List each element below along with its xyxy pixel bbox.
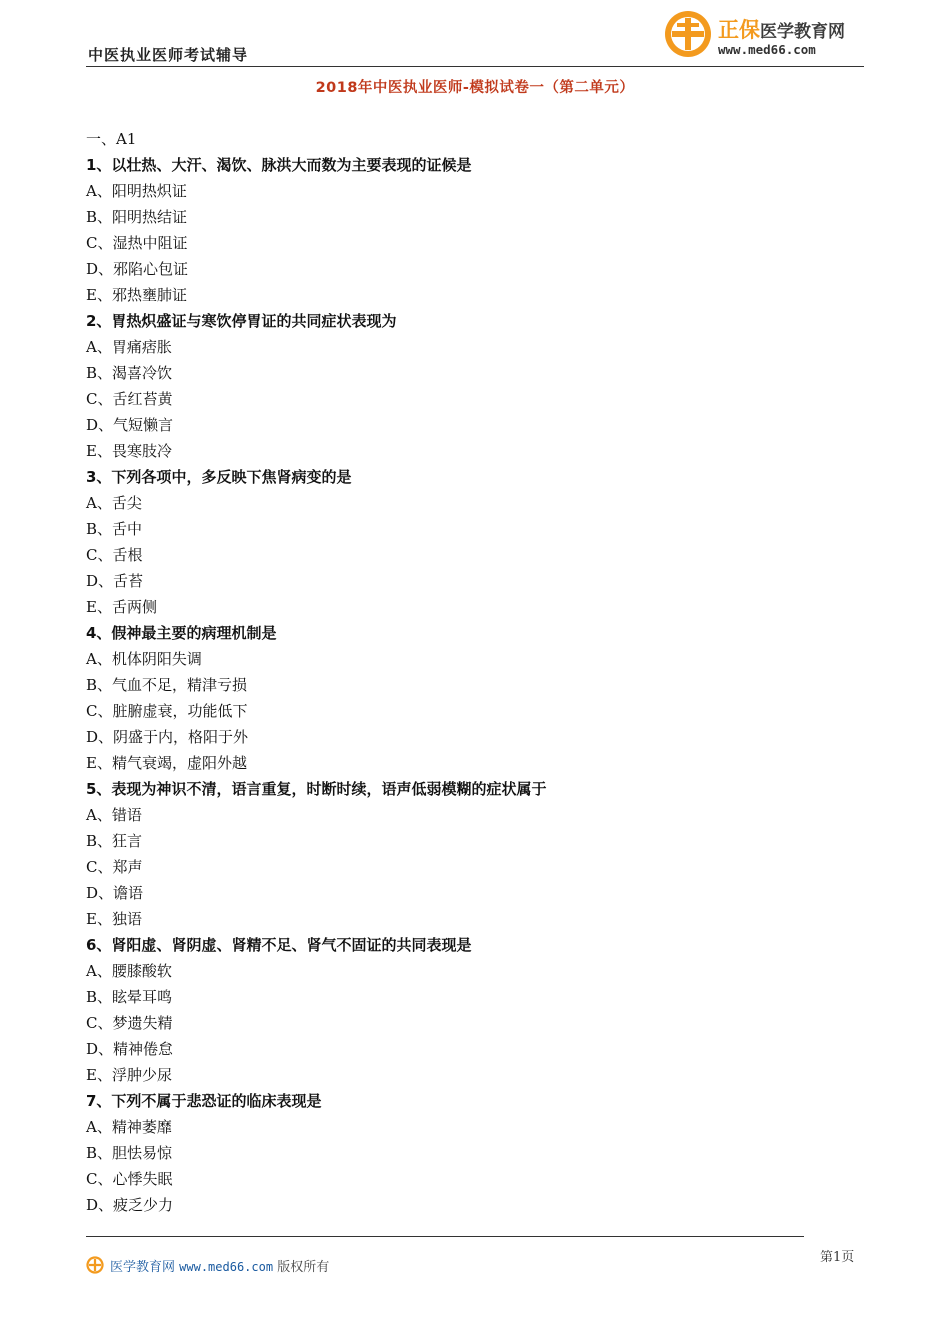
question-stem: 6、肾阳虚、肾阴虚、肾精不足、肾气不固证的共同表现是 [86, 936, 472, 954]
question-stem: 3、下列各项中，多反映下焦肾病变的是 [86, 468, 352, 486]
answer-option: E、精气衰竭，虚阳外越 [86, 754, 247, 772]
footer-site-url[interactable]: www.med66.com [179, 1260, 274, 1274]
question-stem: 2、胃热炽盛证与寒饮停胃证的共同症状表现为 [86, 312, 397, 330]
answer-option: A、腰膝酸软 [86, 962, 172, 980]
answer-option: A、精神萎靡 [86, 1118, 172, 1136]
answer-option: C、舌红苔黄 [86, 390, 173, 408]
logo-brand-orange: 正保 [718, 18, 760, 42]
exam-content [86, 126, 846, 1218]
answer-option: B、舌中 [86, 520, 143, 538]
footer-rights: 版权所有 [277, 1260, 330, 1275]
answer-option: B、眩晕耳鸣 [86, 988, 173, 1006]
site-logo[interactable] [664, 10, 864, 62]
document-title: 2018年中医执业医师-模拟试卷一（第二单元） [315, 80, 635, 96]
answer-option: B、狂言 [86, 832, 143, 850]
answer-option: B、阳明热结证 [86, 208, 188, 226]
answer-option: C、舌根 [86, 546, 143, 564]
answer-option: D、邪陷心包证 [86, 260, 189, 278]
logo-cross-icon [664, 10, 712, 58]
footer-logo-icon [86, 1256, 104, 1274]
page-number: 第1页 [820, 1250, 855, 1265]
answer-option: B、渴喜冷饮 [86, 364, 173, 382]
answer-option: D、谵语 [86, 884, 144, 902]
footer-divider [86, 1236, 804, 1237]
question-stem: 1、以壮热、大汗、渴饮、脉洪大而数为主要表现的证候是 [86, 156, 472, 174]
answer-option: D、疲乏少力 [86, 1196, 174, 1214]
answer-option: C、梦遗失精 [86, 1014, 173, 1032]
answer-option: D、气短懒言 [86, 416, 174, 434]
answer-option: A、阳明热炽证 [86, 182, 187, 200]
answer-option: E、独语 [86, 910, 142, 928]
answer-option: E、邪热壅肺证 [86, 286, 187, 304]
logo-brand-dark: 医学教育网 [760, 22, 845, 42]
answer-option: A、错语 [86, 806, 142, 824]
answer-option: C、湿热中阻证 [86, 234, 188, 252]
question-stem: 5、表现为神识不清，语言重复，时断时续，语声低弱模糊的症状属于 [86, 780, 547, 798]
answer-option: B、胆怯易惊 [86, 1144, 173, 1162]
answer-option: D、阴盛于内，格阳于外 [86, 728, 249, 746]
header-divider [86, 66, 864, 67]
answer-option: C、心悸失眠 [86, 1170, 173, 1188]
answer-option: E、畏寒肢冷 [86, 442, 172, 460]
answer-option: A、胃痛痞胀 [86, 338, 172, 356]
logo-brand [718, 14, 845, 44]
question-stem: 7、下列不属于悲恐证的临床表现是 [86, 1092, 322, 1110]
answer-option: C、脏腑虚衰，功能低下 [86, 702, 248, 720]
answer-option: D、舌苔 [86, 572, 144, 590]
answer-option: A、舌尖 [86, 494, 142, 512]
logo-url: www.med66.com [718, 42, 816, 57]
section-label: 一、A1 [86, 130, 137, 148]
question-stem: 4、假神最主要的病理机制是 [86, 624, 277, 642]
answer-option: E、舌两侧 [86, 598, 157, 616]
answer-option: B、气血不足，精津亏损 [86, 676, 248, 694]
footer-site-name[interactable]: 医学教育网 [110, 1260, 176, 1275]
header-title: 中医执业医师考试辅导 [88, 46, 249, 64]
answer-option: A、机体阴阳失调 [86, 650, 202, 668]
answer-option: C、郑声 [86, 858, 143, 876]
question-list [86, 152, 846, 1218]
footer-copyright [110, 1256, 329, 1275]
answer-option: D、精神倦怠 [86, 1040, 174, 1058]
answer-option: E、浮肿少尿 [86, 1066, 172, 1084]
